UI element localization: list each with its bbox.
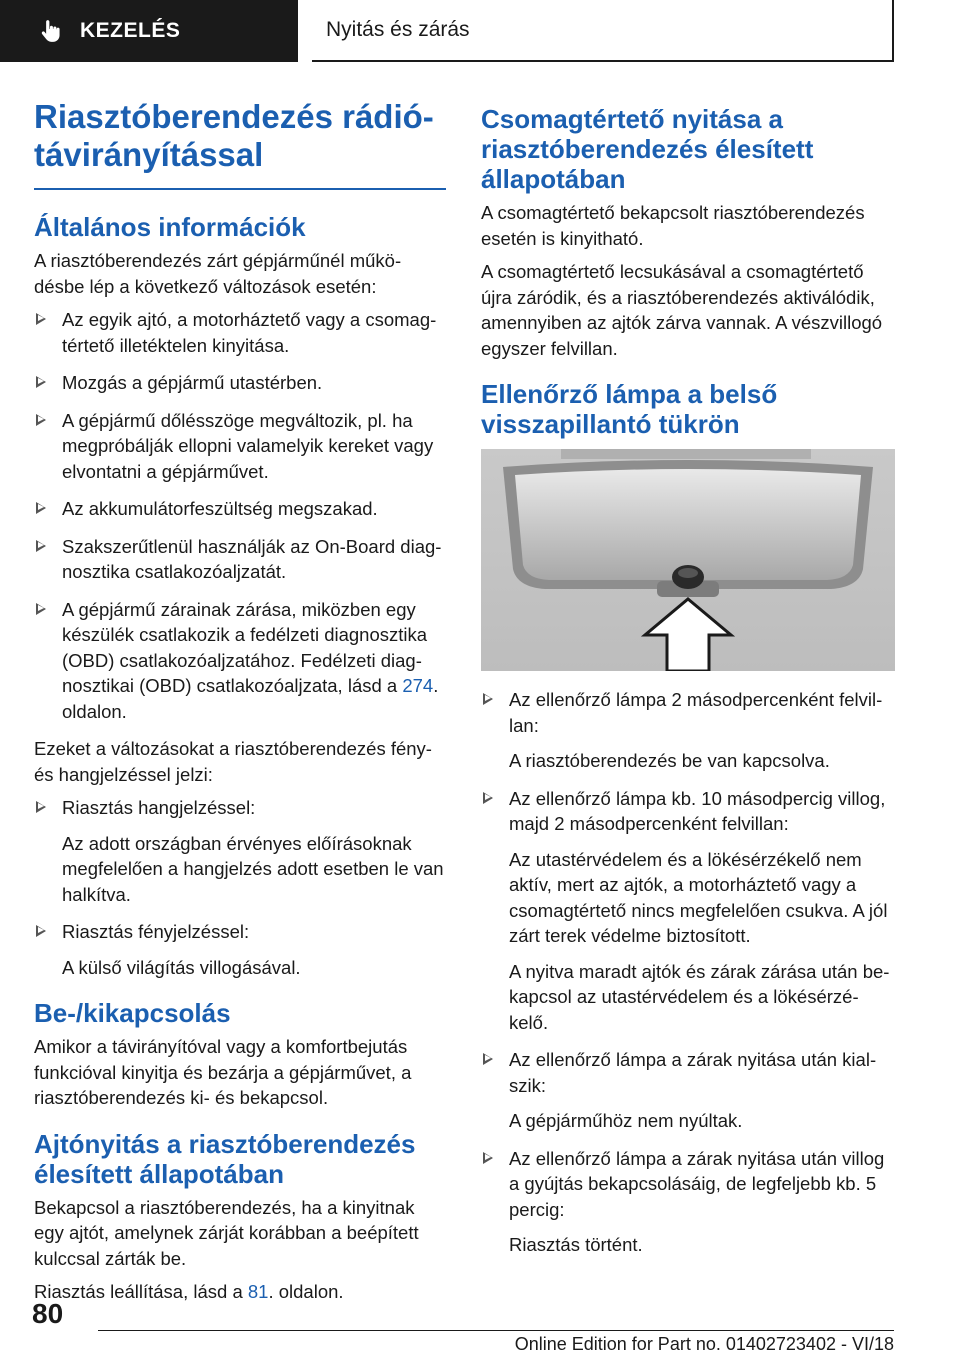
- chapter-label: KEZELÉS: [80, 19, 181, 42]
- general-heading: Általános információk: [34, 212, 306, 242]
- triangle-bullet-icon: [36, 414, 46, 426]
- list-item: Az egyik ajtó, a motorháztető vagy a csomag-tértető illetéktelen kinyitása.: [34, 307, 446, 358]
- list-item: Az akkumulátorfeszültség megszakad.: [34, 496, 446, 522]
- trunk-p2: A csomagtértető lecsukásával a csomagtértető újra záródik, és a riasztóberendezés aktiválódik, amennyiben az ajtók zárva vannak. A vészvillogó egyszer felvillan.: [481, 261, 883, 359]
- signals-intro: Ezeket a változásokat a riasztóberendezés fény- és hangjelzéssel jelzi:: [34, 738, 432, 785]
- triangle-bullet-icon: [36, 376, 46, 388]
- triangle-bullet-icon: [483, 1152, 493, 1164]
- stop-alarm-page-link[interactable]: 81: [247, 1281, 269, 1302]
- lamp-heading: Ellenőrző lámpa a belső visszapillantó tükrön: [481, 379, 778, 439]
- triangle-bullet-icon: [36, 502, 46, 514]
- list-item: Riasztás fényjelzéssel: A külső világítás villogásával.: [34, 919, 446, 980]
- door-heading: Ajtónyitás a riasztóberendezés élesített állapotában: [34, 1128, 416, 1189]
- triangle-bullet-icon: [483, 1053, 493, 1065]
- rearview-mirror-figure: [481, 449, 895, 671]
- list-item: Az ellenőrző lámpa a zárak nyitása után kial-szik: A gépjárműhöz nem nyúltak.: [481, 1047, 895, 1134]
- triangle-bullet-icon: [36, 603, 46, 615]
- onoff-text: Amikor a távirányítóval vagy a komfortbejutás funkcióval kinyitja és bezárja a gépjárművet, a riasztóberendezés ki- és bekapcsol.: [34, 1036, 412, 1108]
- stop-alarm-ref: Riasztás leállítása, lásd a 81. oldalon.: [34, 1281, 344, 1302]
- lamp-status-list: [481, 687, 895, 1258]
- footer-divider: [98, 1330, 894, 1331]
- triangle-bullet-icon: [483, 792, 493, 804]
- triangle-bullet-icon: [36, 925, 46, 937]
- edition-text: Online Edition for Part no. 01402723402 - VI/18: [514, 1334, 894, 1354]
- page-number: 80: [32, 1298, 64, 1329]
- general-intro: A riasztóberendezés zárt gépjárműnél műkö-désbe lép a következő változások esetén:: [34, 250, 402, 297]
- list-item: Az ellenőrző lámpa kb. 10 másodpercig villog, majd 2 másodpercenként felvillan: Az utastérvédelem és a lökésérzékelő nem aktív, mert az ajtók, a motorháztető vagy a csomagtértető nincs megfelelően csukva. A jól zárt terek védelme biztosított. A nyitva maradt ajtók és zárak zárása után be-kapcsol az utastérvédelem és a lökésérzé-kelő.: [481, 786, 895, 1036]
- list-item: Szakszerűtlenül használják az On-Board diag-nosztika csatlakozóaljzatát.: [34, 534, 446, 585]
- list-item: Az ellenőrző lámpa a zárak nyitása után villog a gyújtás bekapcsolásáig, de legfeljebb kb. 5 percig: Riasztás történt.: [481, 1146, 895, 1258]
- obd-page-link[interactable]: 274: [402, 675, 434, 696]
- onoff-heading: Be-/kikapcsolás: [34, 998, 231, 1028]
- triangle-bullet-icon: [36, 313, 46, 325]
- signal-list: [34, 795, 446, 980]
- list-item: Riasztás hangjelzéssel: Az adott országban érvényes előírásoknak megfelelően a hangjelzés adott esetben le van halkítva.: [34, 795, 446, 907]
- chapter-tab: [0, 0, 298, 62]
- triangle-bullet-icon: [36, 801, 46, 813]
- list-item: A gépjármű dőlésszöge megváltozik, pl. ha megpróbálják ellopni valamelyik kereket vagy elvontatni a gépjárművet.: [34, 408, 446, 485]
- section-title: Nyitás és zárás: [312, 0, 894, 62]
- trunk-p1: A csomagtértető bekapcsolt riasztóberendezés esetén is kinyitható.: [481, 202, 865, 249]
- hand-pointer-icon: [38, 18, 64, 44]
- left-column: [34, 98, 446, 1313]
- page-title: Riasztóberendezés rádió-távirányítással: [34, 98, 446, 190]
- trigger-list: [34, 307, 446, 724]
- list-item: A gépjármű zárainak zárása, miközben egy készülék csatlakozik a fedélzeti diagnosztika (OBD) csatlakozóaljzatához. Fedélzeti diag-nosztikai (OBD) csatlakozóaljzata, lásd a 274. oldalon.: [34, 597, 446, 725]
- trunk-heading: Csomagtértető nyitása a riasztóberendezés élesített állapotában: [481, 104, 814, 194]
- list-item: Mozgás a gépjármű utastérben.: [34, 370, 446, 396]
- list-item: Az ellenőrző lámpa 2 másodpercenként felvil-lan: A riasztóberendezés be van kapcsolva.: [481, 687, 895, 774]
- door-text: Bekapcsol a riasztóberendezés, ha a kinyitnak egy ajtót, amelynek zárját korábban a beépített kulccsal zárták be.: [34, 1196, 419, 1269]
- triangle-bullet-icon: [36, 540, 46, 552]
- triangle-bullet-icon: [483, 693, 493, 705]
- right-column: [481, 104, 895, 1270]
